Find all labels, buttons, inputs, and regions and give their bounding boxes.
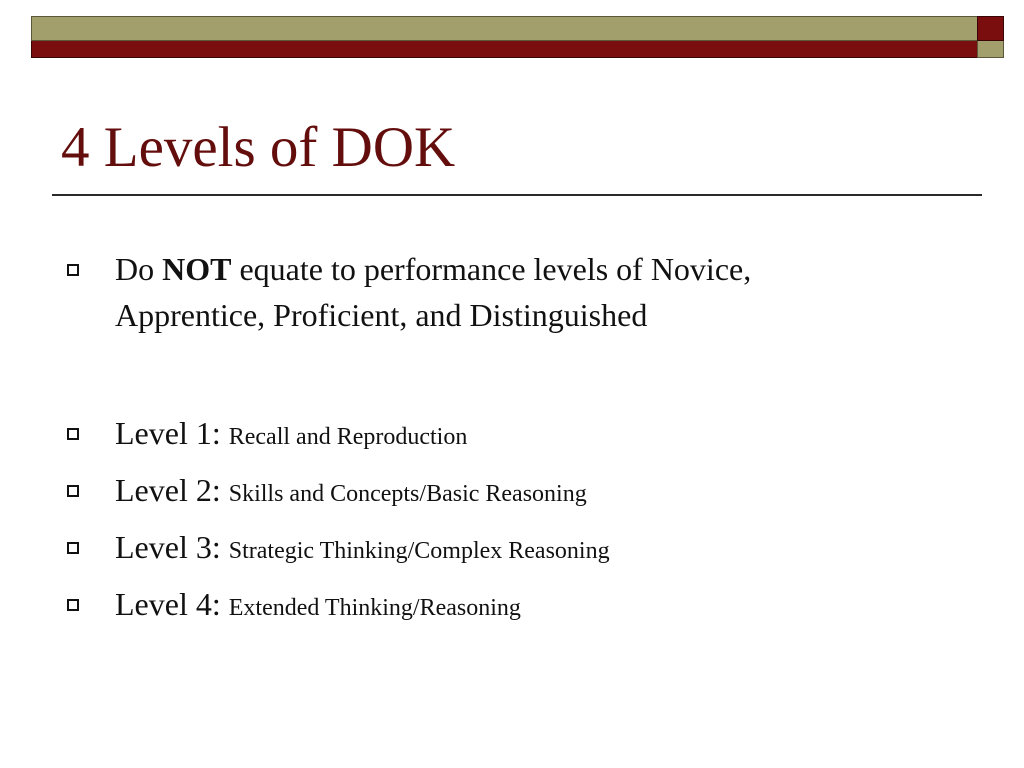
bullet-square-icon: [67, 485, 79, 497]
level-description: Strategic Thinking/Complex Reasoning: [228, 538, 610, 564]
bullet-square-icon: [67, 428, 79, 440]
level-label: Level 4:: [115, 586, 221, 622]
bullet-square-icon: [67, 542, 79, 554]
banner-olive-band: [31, 16, 977, 41]
bullet-note-line1: [115, 246, 751, 292]
bullet-square-icon: [67, 264, 79, 276]
note-bold: NOT: [162, 251, 232, 287]
level-label: Level 1:: [115, 415, 221, 451]
note-pre: Do: [115, 251, 155, 287]
banner-corner-square-maroon: [977, 16, 1004, 41]
bullet-square-icon: [67, 599, 79, 611]
level-item: [115, 467, 587, 517]
level-label: Level 2:: [115, 472, 221, 508]
level-label: Level 3:: [115, 529, 221, 565]
level-description: Skills and Concepts/Basic Reasoning: [228, 481, 587, 507]
bullet-note-line2: Apprentice, Proficient, and Distinguished: [115, 297, 648, 333]
banner-corner-square-olive: [977, 41, 1004, 58]
banner-maroon-band: [31, 41, 977, 58]
level-description: Extended Thinking/Reasoning: [228, 595, 521, 621]
level-description: Recall and Reproduction: [228, 424, 468, 450]
header-banner: [0, 0, 1024, 70]
note-line1-rest: equate to performance levels of Novice,: [239, 251, 752, 287]
level-item: [115, 524, 610, 574]
level-item: [115, 581, 521, 631]
title-divider: [52, 194, 982, 196]
level-item: [115, 410, 467, 460]
slide-title: 4 Levels of DOK: [61, 116, 456, 179]
